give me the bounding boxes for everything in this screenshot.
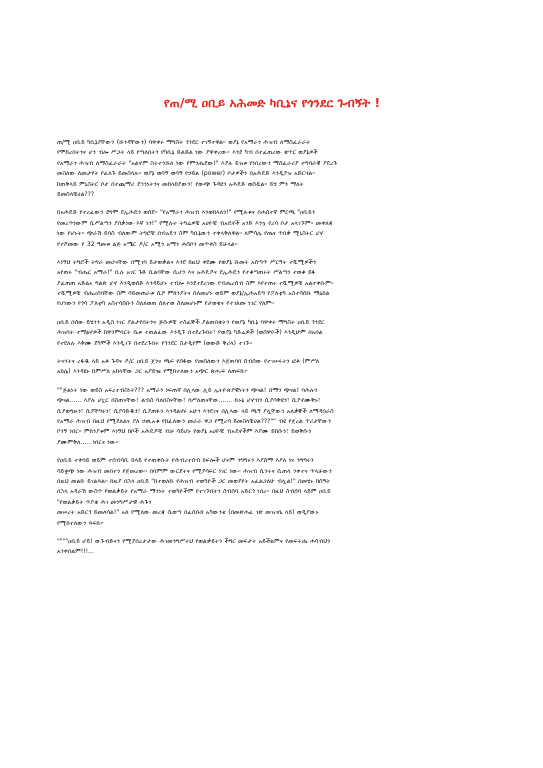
text-line: ያሙምቅለ..... ነበርና ነው። <box>57 438 119 446</box>
text-line: ሲያወግዙን፣ ሲያቸግሩን፣ ሲያሳድዱን፣ ሲያጠፉን እንዳልኖሩ አሁን እንደገና በሊላው ላይ ጫኝ ያሏቸውን አለቃኞች ለማዳበራስ <box>57 407 334 415</box>
text-line: የሆነውን የጎሳ ፖለቲካ አስተሳሰቡን ስለለወጠ ሰለተወ ስለመሆኑም የታወቁና የተገለጡ ነገር የለም። <box>57 300 275 308</box>
text-line: የተሾመው የ 32 ዓመቱ ልጅ አሜር ዶ/ር አሚን አማን ሐሰቦን መጥቀስ ይቻላል። <box>57 240 238 248</box>
text-line: ""ጅልነት ነው ወይስ አፍረተብስነት??? አማራን ነፍጠኛ በሊላው ሊይ ኢትዮጵያዊነትን ጭናል! ሸማን ጭናል! ባሕሉን <box>57 386 318 394</box>
text-line: ኮንኝ ነበር። ምክንያቱም እነኝህ ከቦች አሕዴዶቹ ብቻ ሳይሆኑ የወያኔ አሀዮቹ ብአዴኖችም እያሙ ይከሱን፣ ይወቅሱን <box>57 428 312 436</box>
paragraph <box>57 208 487 250</box>
text-line: ሳይቋጭ ነው ሕዝብ መበተን የጀመረው። በባምም ውርደትና የሚያሳፍር ነገር ነው። ሕዝብ ሲንትና ሲጠላ ንቀተና ጥላቻውን <box>57 467 332 475</box>
text-line: በዚህ መልኩ ይገልጻል። ከዚያ በኋላ ዐቢይ "ከተወለኩ የሕዝብ ተወካዮች ጋር መወያየት አፈልጋለሁ ብሏል!" በመሄኑ ከሰዓት <box>57 477 331 485</box>
text-line: የተደለሉ እቅሙ ደካሞች እንዲገኙ በተደረጉበት የጎንደር ስታዲየም (ወውድ ቅሪላ) ተገኙ። <box>57 339 253 347</box>
text-line: የመረጥነውም ሲሥልጣን ያበቃነው እኛ ነን!" የሚሉት ትግሬዎቹ አሀዮቹ ብአዴኖች አንድ እንኳ የረባ ቦታ አላገኙም። መቀለጃ <box>57 219 333 227</box>
text-line: ጭናል...... እያሉ ሆኗር በስጠናቸው፣ ልብስ ሳለበስናቸው፣ ባሥለጠናቸው....... ኩኑኔ ሆኖብን ሲያሳቅዩን፣ ሲያኖሙቅኑ፣ <box>57 397 321 405</box>
paragraph <box>57 138 487 200</box>
paragraph <box>57 318 487 349</box>
paragraph <box>57 386 487 448</box>
paragraph <box>57 537 487 558</box>
text-line: መስለው ለመታየት የፈለጉ ይመስላሉ። ወያኔ ወሳኝ ወሳኝ የኃይል (power) ቦታዎችን በአሕዴድ እንዲያዝ አድርጓል። <box>57 170 316 178</box>
document-body <box>57 138 487 558</box>
paragraph <box>57 357 487 378</box>
text-line: መሠረት አድርጎ ይመለሳል!" አለ የሚለው መረጃ ሲወጣ በፈሰቡክ አካውንቴ (በመጽሐፈ ገጽ መዝገቤ ላይ) ወዲያውኑ <box>57 509 319 517</box>
text-line: አክሌ) እንዳዩኑ ከምሥለ አከላቸው ጋር አያይዤ የሚከተለውን አጭር ጽሑፍ ለጠፍኩ፦ <box>57 368 248 376</box>
text-line: """"ዐቢይ ሆይ! ውጉብድናን የሚያበረታታው ሕገመንግሥትህ የወልቃይትን ችግር መፍታት አይችልምና የመፍትሔ ሐሳብህን <box>57 537 331 545</box>
text-line: የአማራ ሕዝብ በዚህ የሚደለልና ያለ ኃጢአቱ የከፈለውን መራራ ዋጋ የሚረሳ ይመስላቹሀል???"" ብዩ የጀረል ጥሪታቸውን <box>57 417 332 425</box>
paragraph <box>57 456 487 529</box>
paragraph <box>57 258 487 310</box>
text-line: እነኝህ ትግሮች ትግራ መሆናቸው በሚገባ ይታወቃልና እንደ ከዚህ ቀደሙ የወያኔ ሹመት አሰጣጥ ሥርዓት ተሿሚዎችን <box>57 258 317 266</box>
text-line: ያፈጠጠ አድልኦ ግልጽ ሆኖ እንዲወሰድ እንዳይሆኑ ተብሎ እንደተደረገው የብሔረሰብ ስም እየተጠሩ ተሿሚዎቹ አልተቀቡም። <box>57 279 334 287</box>
text-line: የዐቢይ ተቀባይ ወይም ተሰብሳቢ ከላይ የተጠቀሱት የሕብረተሰብ ክፍሎች ሆናም ንግግሩን እያሰማ እያለ ነና ንግግሩን <box>57 457 314 465</box>
text-line: ተሿሚዎቹ ብሔረሰባቸው ስም ሳይመጠራቱ ሲሾ ምክንያትና ሰለመሆኑ ወይም ወያኔ/ኢሕአዴግ የፖለቲካ አስተሳሰቡ ማዕከል <box>57 290 330 298</box>
text-line: አየጠሩ "ብሔር አማራ!" ቢሉ አገር ጉድ ሲልባቸው ሲሆን እና አሕዴዶና ደኢሕዴን የተቆጣጠሩት ሥልጣን ተወቆ ይፋ <box>57 269 316 277</box>
text-line: "የወልቃይት ጥያቄ ሕገ መንግሥታዊ ሕጉን <box>57 498 152 506</box>
text-line: ከጠቅላይ ምኒስትር ቦታ በተጨማሪ ደኅንነትንና መከላከያውን፣ የውጭ ጉዳዩን አሕዴድ ወሰዷል። ይሄ ምን ማለት <box>57 180 304 188</box>
text-line: ነው የሆኑት። ጭራሽ ይባስ ብለውም ትግሮቹ በብአዴን ስም ካቢኔውን ተቀላቅለዋል። ለምሳሌ የጤና ጥበቃ ሚኒስትር ሆኖ <box>57 230 324 238</box>
text-line: የሚከተለውን ጻፍኩ፦ <box>57 519 104 527</box>
text-line: የሞከረበትንና ሆን ብሎ ሥጋት ላይ የጣለበትን የካቢኔ ድልድል ነው ያዋቀረው። እንደ ካብ በተፈጠረው ቁጥር ወያኔዎች <box>57 149 318 157</box>
text-line: ሕዝባት ተማፅኖዎች ከዋንምባርት ቤቱ ተጠልፈው እንዲኙ በተደረጉበት፣ የወያኔ ካድሬዎች (ወሰዋዮች) እንዲሁም በአበል <box>57 329 323 337</box>
text-line: ከአሕዴድ የተረፈውን ደግሞ ደኢሕዴን ወሰደ። "የአማራን ሕዝብ እንወክላለን!" የሚሉቱና በሐሰተኛ ምርጫ "ዐቢይን <box>57 209 315 217</box>
text-line: አንቀበልም!!!... <box>57 548 94 556</box>
text-line: ዐቢይ በሰው ይሄንን አዲስ ነገር ያልታየበትንና ጅሱዎቹ ተስፈኞች ያልጠበቁትን የወያኔ ካቢኔ ባዋቀሩ ማግስት ዐቢይ ጎንደር <box>57 318 325 326</box>
text-line: ትናንትና ረፋዱ ላይ አቶ ጉዳና ዶ/ር ዐቢይ ጀንና ጫፍ የሰፋው የመሰለውን እጀጠባባ ሰብሰው የተገሠሩትን ፎቶ (ምሥለ <box>57 358 320 366</box>
text-line: በኋላ አዳራሽ ውስጥ የወልቃይት የአማራ ማንነት ተወካዮችም የተገኙበትን ስብሰባ አድርጎ ነበረ። በዚህ ስብሰባ ላይም ዐቢይ <box>57 488 331 496</box>
text-line: የአማራን ሕዝብ ለማስፈራራት "አልኖም ስትተንሹለ ነው የምንሔደው!" እያሉ ይዝቱ የነበረውን ማስፈራሪያ ተግባራዊ ያደረጉ <box>57 159 338 167</box>
document-title: የጠ/ሚ ዐቢይ አሕመድ ካቢኔና የጎንደር ጉብኝት ! <box>163 96 381 110</box>
text-line: ይመስላቹሀል??? <box>57 190 95 198</box>
text-line: ጠ/ሚ ዐቢይ ካቢኔያቸውን (ሹንዳቸውን) ባዋቀሩ ማግስት ጎንደር ተገኝተዋል። ወያኔ የአማራን ሕዝብ ለማስፈራራት <box>57 139 311 146</box>
